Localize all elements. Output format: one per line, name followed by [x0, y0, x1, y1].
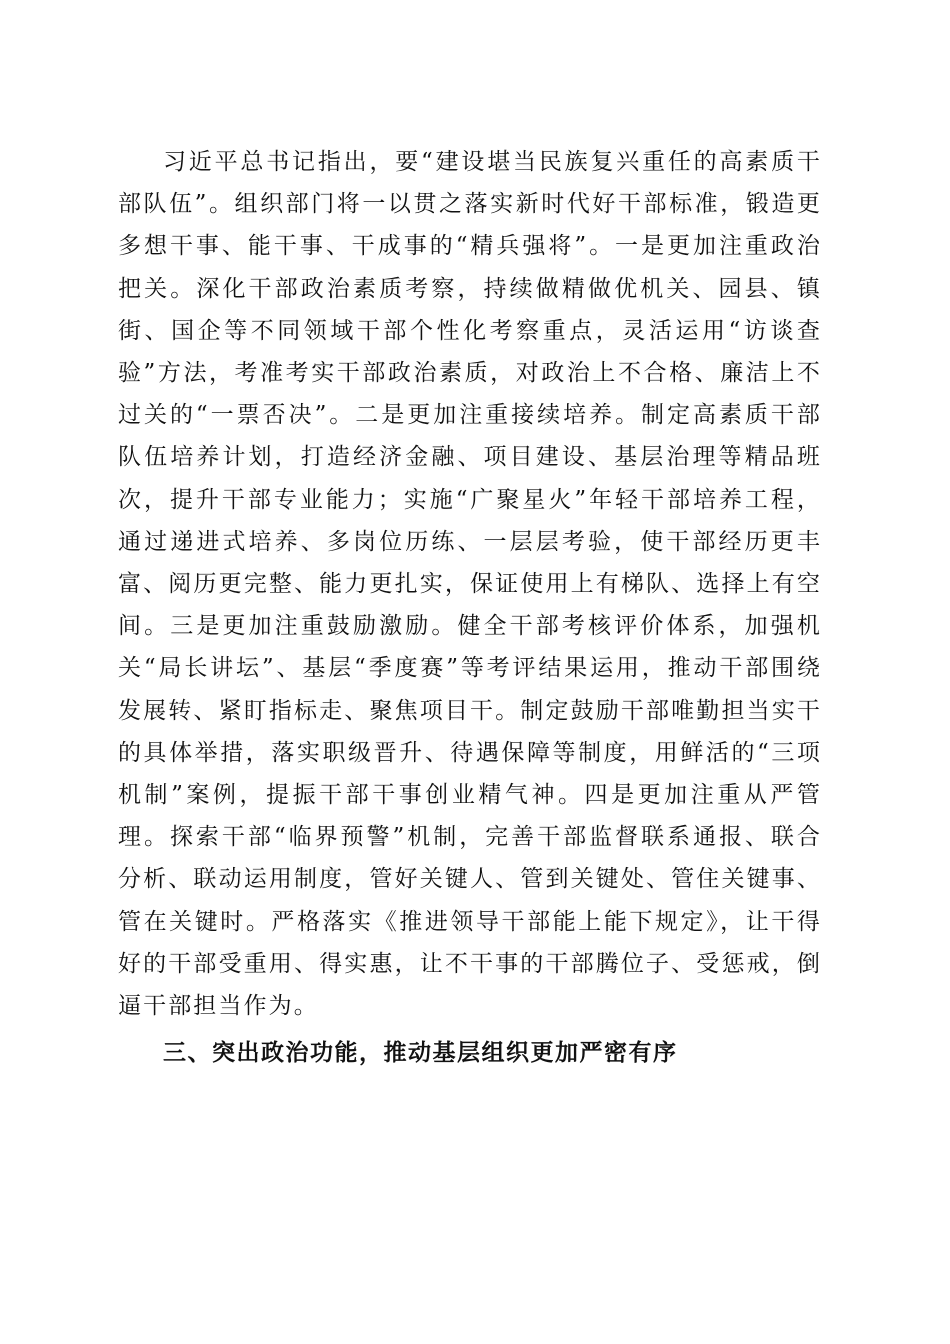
body-paragraph: 习近平总书记指出，要“建设堪当民族复兴重任的高素质干部队伍”。组织部门将一以贯之落实新时代好干部标准，锻造更多想干事、能干事、干成事的“精兵强将”。一是更加注重政治把关。深化干部政治素质考察，持续做精做优机关、园县、镇街、国企等不同领域干部个性化考察重点，灵活运用“访谈查验”方法，考准考实干部政治素质，对政治上不合格、廉洁上不过关的“一票否决”。二是更加注重接续培养。制定高素质干部队伍培养计划，打造经济金融、项目建设、基层治理等精品班次，提升干部专业能力；实施“广聚星火”年轻干部培养工程，通过递进式培养、多岗位历练、一层层考验，使干部经历更丰富、阅历更完整、能力更扎实，保证使用上有梯队、选择上有空间。三是更加注重鼓励激励。健全干部考核评价体系，加强机关“局长讲坛”、基层“季度赛”等考评结果运用，推动干部围绕发展转、紧盯指标走、聚焦项目干。制定鼓励干部唯勤担当实干的具体举措，落实职级晋升、待遇保障等制度，用鲜活的“三项机制”案例，提振干部干事创业精气神。四是更加注重从严管理。探索干部“临界预警”机制，完善干部监督联系通报、联合分析、联动运用制度，管好关键人、管到关键处、管住关键事、管在关键时。严格落实《推进领导干部能上能下规定》，让干得好的干部受重用、得实惠，让不干事的干部腾位子、受惩戒，倒逼干部担当作为。: [118, 149, 822, 1020]
document-body: [118, 141, 822, 1074]
section-heading: 三、突出政治功能，推动基层组织更加严密有序: [163, 1040, 678, 1067]
